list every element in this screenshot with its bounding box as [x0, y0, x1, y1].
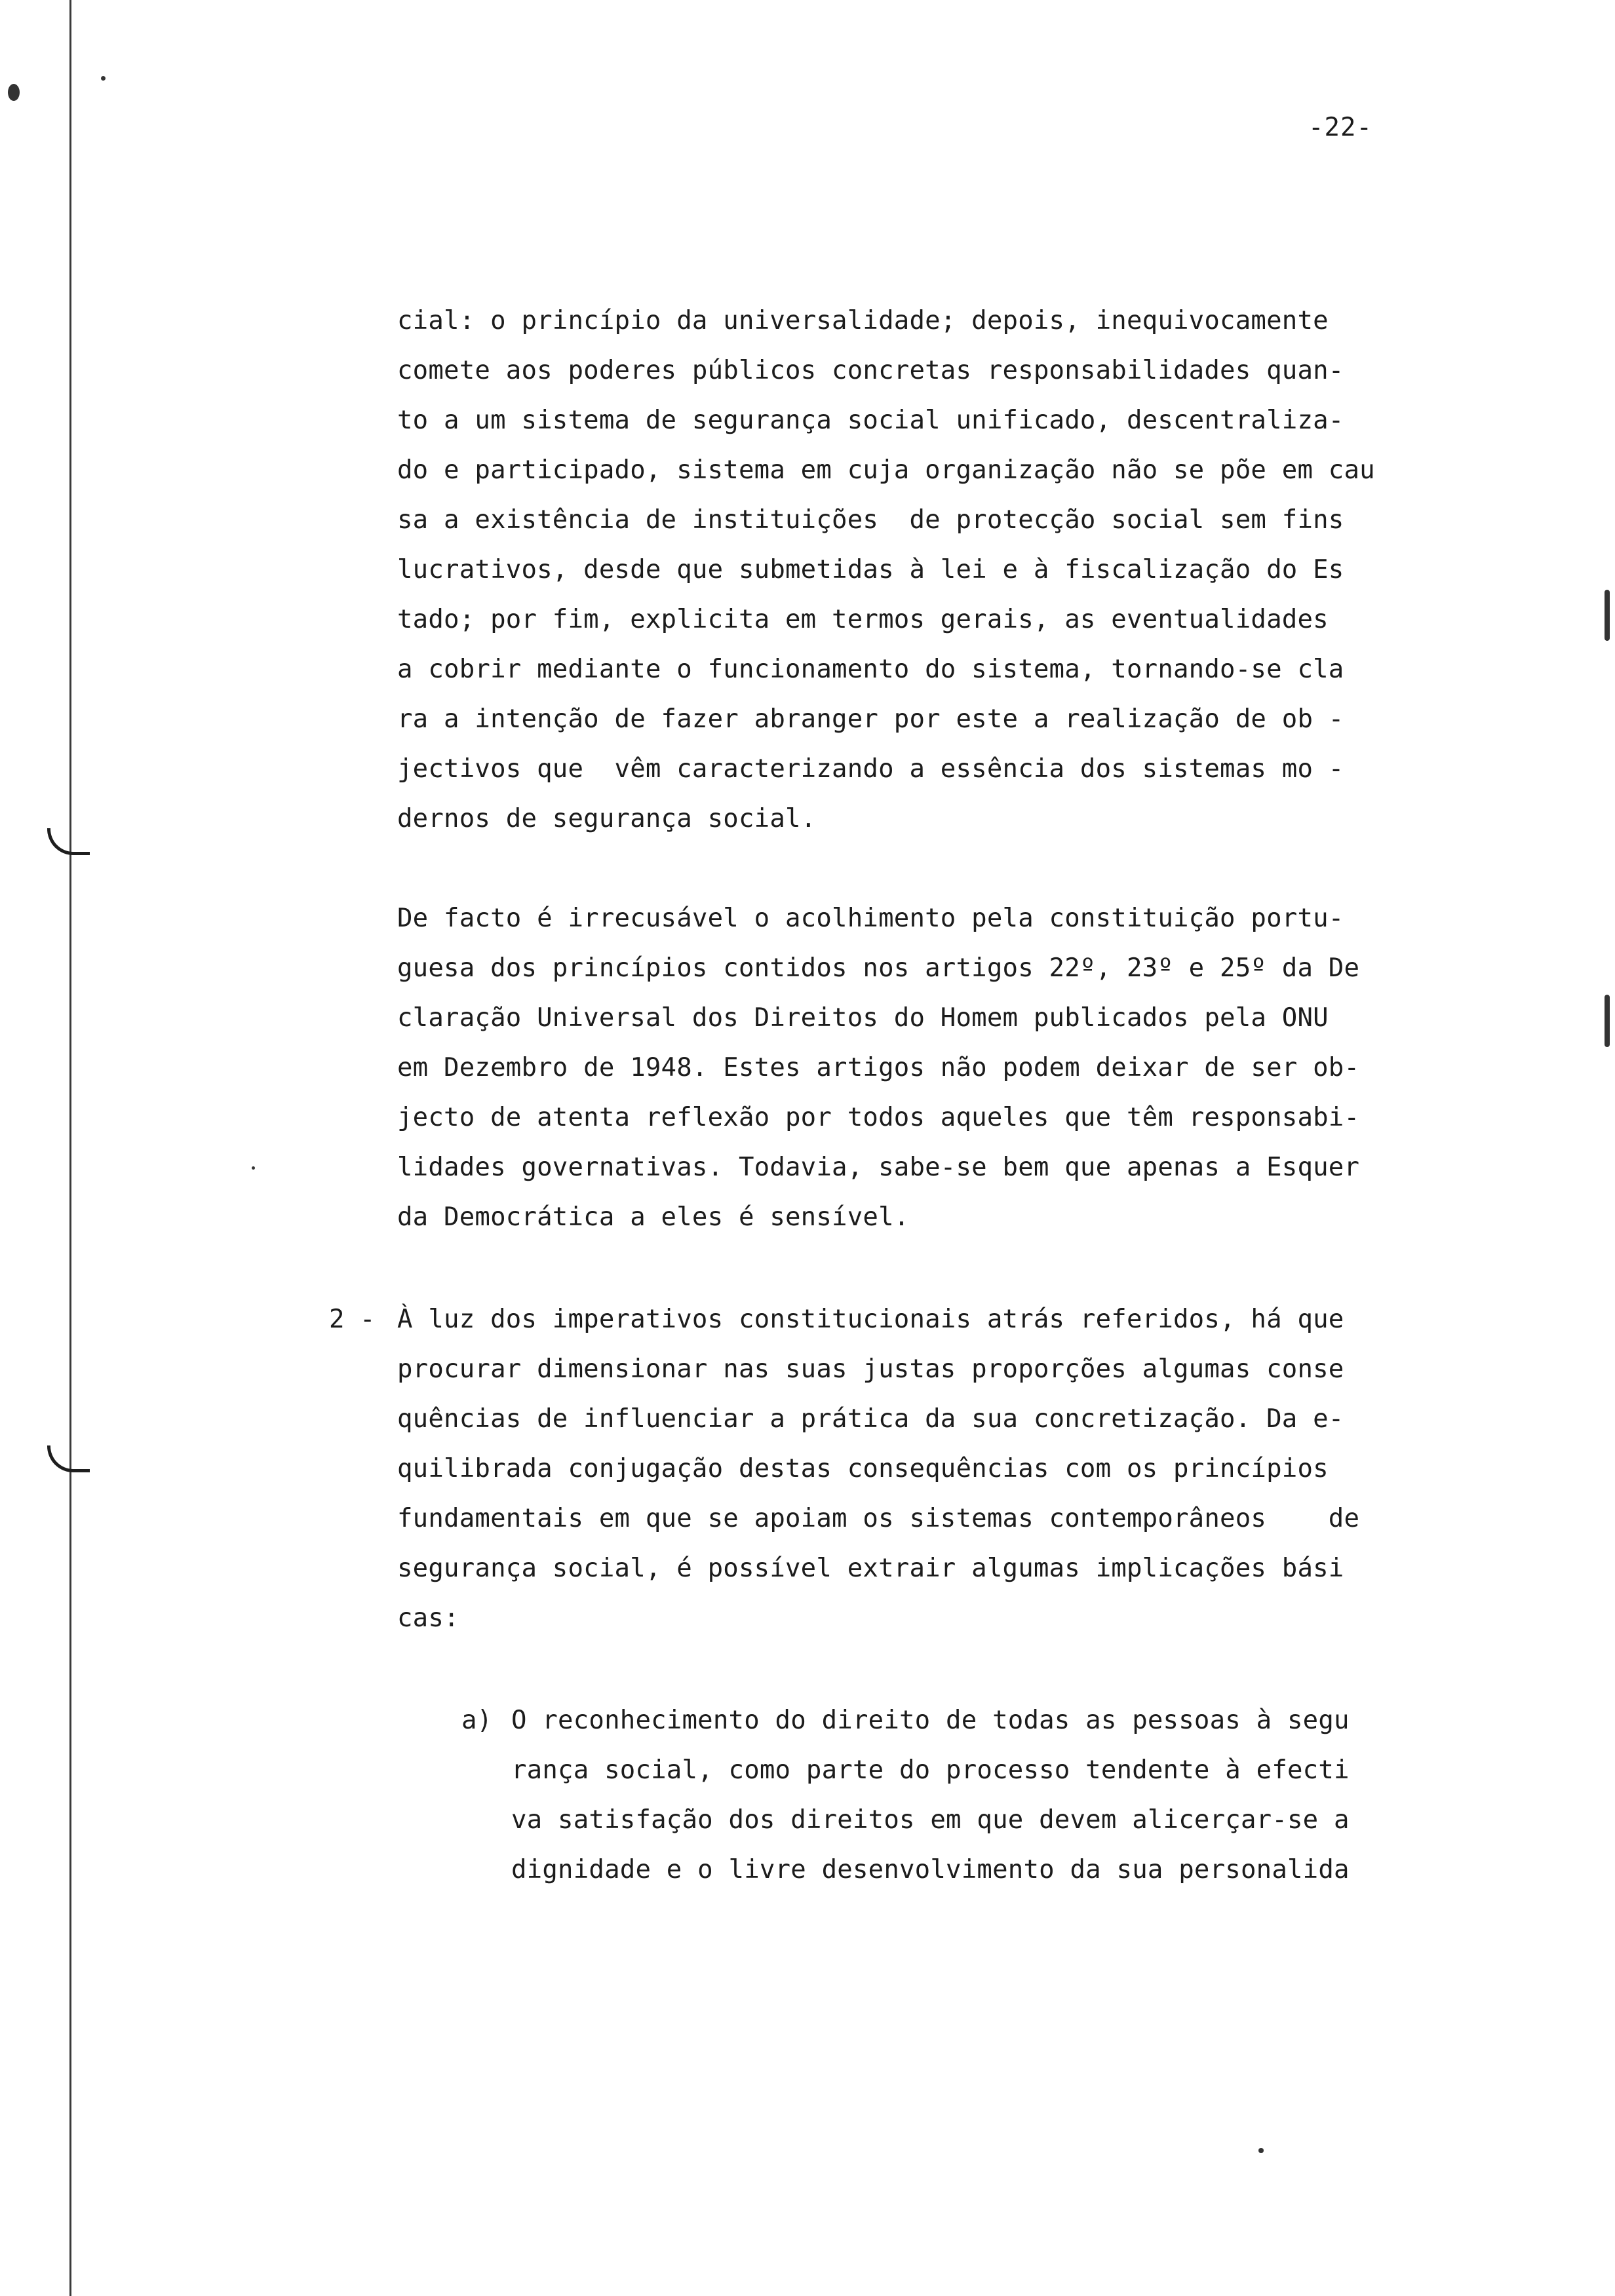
- text-line: fundamentais em que se apoiam os sistemas contemporâneos de: [397, 1504, 1360, 1533]
- ink-speck: [8, 84, 20, 101]
- text-line: va satisfação dos direitos em que devem alicerçar-se a: [511, 1805, 1350, 1835]
- binding-margin-line: [69, 0, 71, 2296]
- text-line: tado; por fim, explicita em termos gerais, as eventualidades: [397, 605, 1329, 634]
- text-line: rança social, como parte do processo tendente à efecti: [511, 1755, 1350, 1785]
- text-line: procurar dimensionar nas suas justas proporções algumas conse: [397, 1354, 1344, 1384]
- text-line: lucrativos, desde que submetidas à lei e à fiscalização do Es: [397, 555, 1344, 584]
- ink-speck: [1605, 995, 1610, 1047]
- text-line: do e participado, sistema em cuja organização não se põe em cau: [397, 455, 1375, 485]
- text-line: jecto de atenta reflexão por todos aqueles que têm responsabi-: [397, 1103, 1360, 1132]
- text-line: dignidade e o livre desenvolvimento da sua personalida: [511, 1855, 1350, 1885]
- text-line: segurança social, é possível extrair algumas implicações bási: [397, 1554, 1344, 1583]
- text-line: cas:: [397, 1603, 459, 1633]
- list-item-marker: a): [461, 1706, 492, 1735]
- section-number: 2 -: [329, 1305, 376, 1334]
- text-line: De facto é irrecusável o acolhimento pela constituição portu-: [397, 904, 1344, 933]
- text-line: guesa dos princípios contidos nos artigos 22º, 23º e 25º da De: [397, 953, 1360, 983]
- ink-speck: [252, 1166, 255, 1170]
- text-line: À luz dos imperativos constitucionais atrás referidos, há que: [397, 1305, 1344, 1334]
- text-line: cial: o princípio da universalidade; depois, inequivocamente: [397, 306, 1329, 335]
- text-line: jectivos que vêm caracterizando a essência dos sistemas mo -: [397, 754, 1344, 784]
- text-line: em Dezembro de 1948. Estes artigos não podem deixar de ser ob-: [397, 1053, 1360, 1082]
- ink-speck: [1258, 2148, 1264, 2153]
- text-line: lidades governativas. Todavia, sabe-se bem que apenas a Esquer: [397, 1153, 1360, 1182]
- text-line: ra a intenção de fazer abranger por este a realização de ob -: [397, 704, 1344, 734]
- text-line: claração Universal dos Direitos do Homem publicados pela ONU: [397, 1003, 1329, 1033]
- text-line: a cobrir mediante o funcionamento do sistema, tornando-se cla: [397, 655, 1344, 684]
- text-line: to a um sistema de segurança social unificado, descentraliza-: [397, 406, 1344, 435]
- text-line: quilibrada conjugação destas consequências com os princípios: [397, 1454, 1329, 1483]
- text-line: quências de influenciar a prática da sua concretização. Da e-: [397, 1404, 1344, 1434]
- ink-speck: [101, 76, 106, 81]
- margin-bracket-mark: [47, 1445, 90, 1472]
- text-line: da Democrática a eles é sensível.: [397, 1202, 910, 1232]
- text-line: sa a existência de instituições de protecção social sem fins: [397, 505, 1344, 535]
- text-line: O reconhecimento do direito de todas as pessoas à segu: [511, 1706, 1350, 1735]
- ink-speck: [1605, 590, 1610, 641]
- text-line: comete aos poderes públicos concretas responsabilidades quan-: [397, 356, 1344, 385]
- page-number: -22-: [1308, 113, 1372, 142]
- margin-bracket-mark: [47, 828, 90, 855]
- text-line: dernos de segurança social.: [397, 804, 817, 833]
